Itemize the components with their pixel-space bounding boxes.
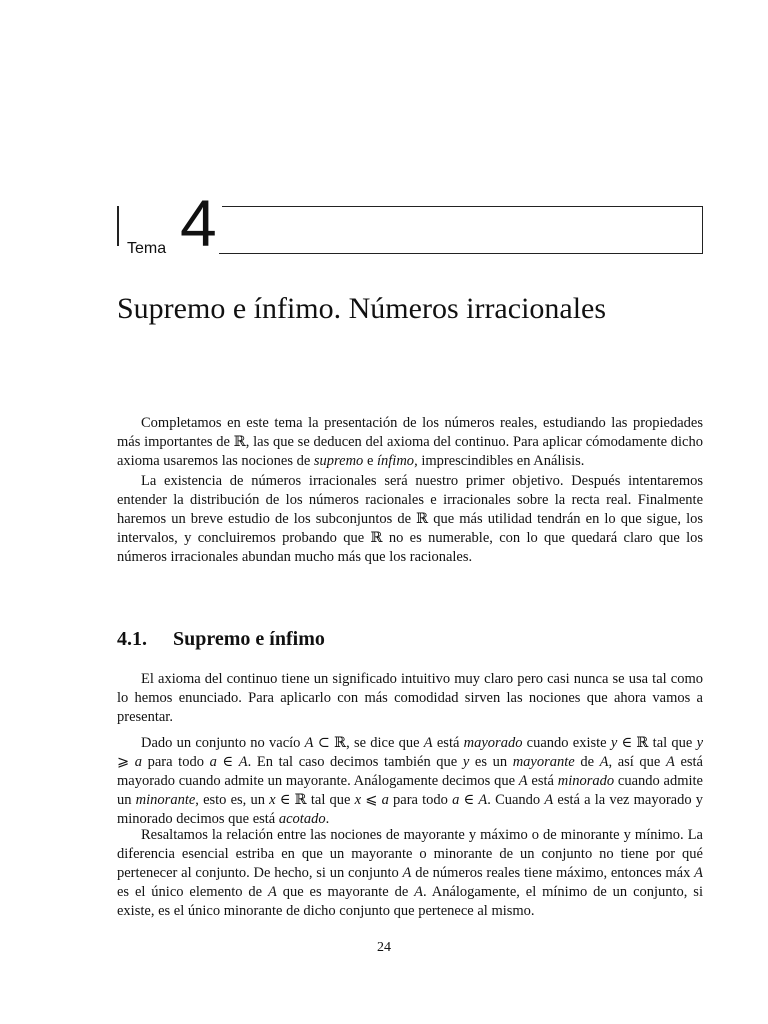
chapter-header (117, 186, 703, 260)
chapter-number: 4 (180, 186, 217, 260)
section-paragraph-1: El axioma del continuo tiene un significado intuitivo muy claro pero casi nunca se usa tal como lo hemos enunciado. Para aplicarlo con más comodidad sirven las nociones que ahora vamos a presentar. (117, 671, 703, 725)
page-number: 24 (377, 940, 391, 955)
header-right-rule (702, 206, 703, 254)
header-top-rule (222, 206, 703, 207)
intro-paragraph-1: Completamos en este tema la presentación de los números reales, estudiando las propiedades más importantes de ℝ, las que se deducen del axioma del continuo. Para aplicar cómodamente dicho axioma usaremos las nociones de supremo e ínfimo, imprescindibles en Análisis. (117, 415, 703, 469)
section-paragraph-3: Resaltamos la relación entre las nociones de mayorante y máximo o de minorante y mínimo. La diferencia esencial estriba en que un mayorante o minorante de un conjunto no tiene por qué pertenecer al conjunto. De hecho, si un conjunto A de números reales tiene máximo, entonces máx A es el único elemento de A que es mayorante de A. Análogamente, el mínimo de un conjunto, si existe, es el único minorante de dicho conjunto que pertenece al mismo. (117, 827, 703, 919)
header-bottom-rule (219, 253, 703, 254)
chapter-title: Supremo e ínfimo. Números irracionales (117, 292, 607, 325)
section-heading (117, 628, 325, 651)
section-paragraph-2: Dado un conjunto no vacío A ⊂ ℝ, se dice que A está mayorado cuando existe y ∈ ℝ tal que y ⩾ a para todo a ∈ A. En tal caso decimos también que y es un mayorante de A, así que A está mayorado cuando admite un mayorante. Análogamente decimos que A está minorado cuando admite un minorante, esto es, un x ∈ ℝ tal que x ⩽ a para todo a ∈ A. Cuando A está a la vez mayorado y minorado decimos que está acotado. (117, 735, 704, 827)
section-number: 4.1. (117, 628, 147, 650)
section-title: Supremo e ínfimo (173, 628, 325, 650)
chapter-label: Tema (127, 240, 167, 257)
header-left-tick (117, 206, 119, 246)
intro-paragraph-2: La existencia de números irracionales será nuestro primer objetivo. Después intentaremos entender la distribución de los números racionales e irracionales sobre la recta real. Finalmente haremos un breve estudio de los subconjuntos de ℝ que más utilidad tendrán en lo que sigue, los intervalos, y concluiremos probando que ℝ no es numerable, con lo que quedará claro que los números irracionales abundan mucho más que los racionales. (117, 473, 703, 565)
